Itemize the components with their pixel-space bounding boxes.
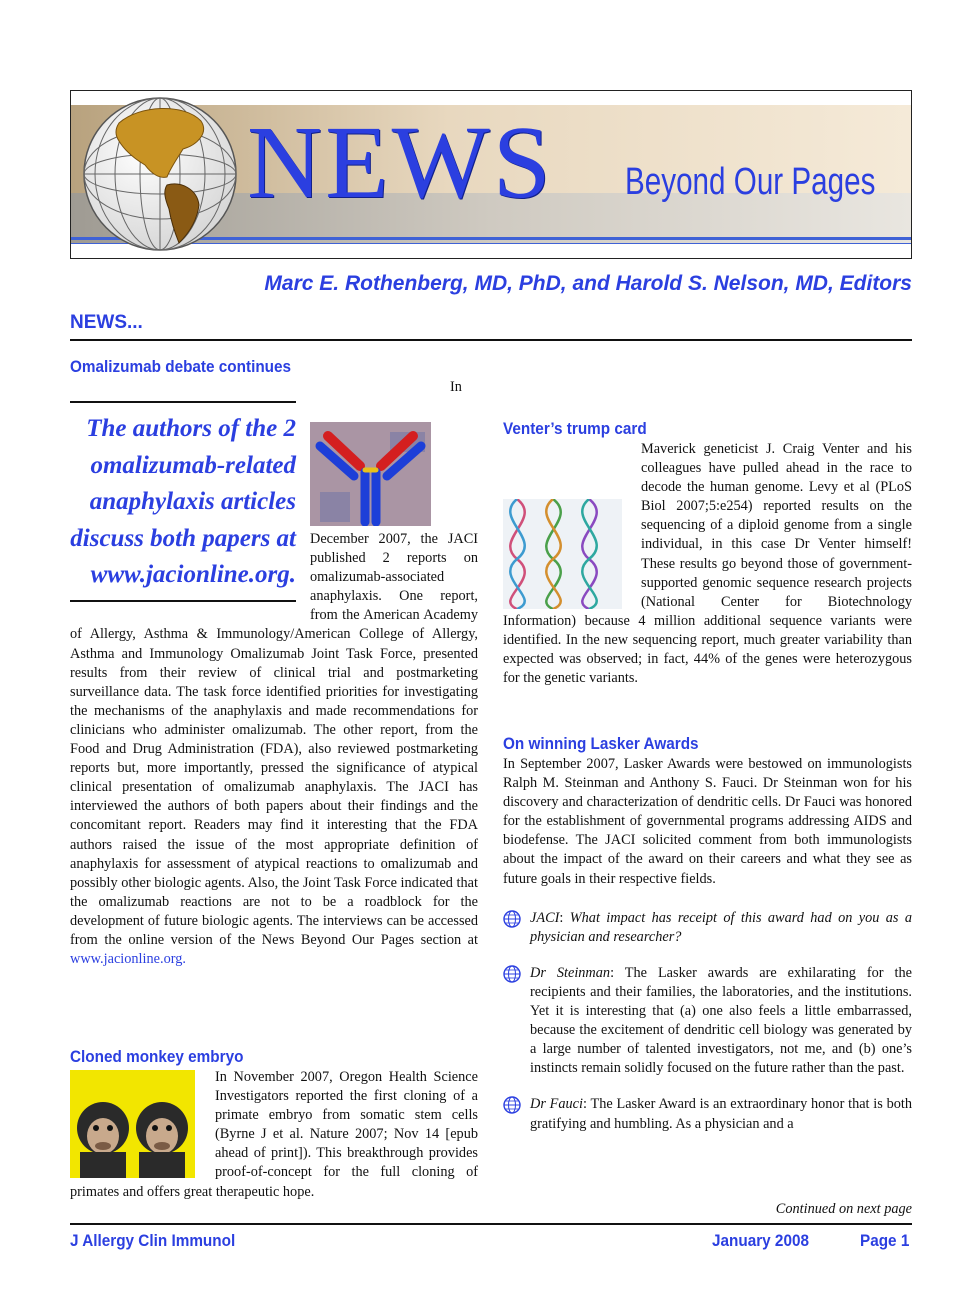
qa-speaker: Dr Fauci xyxy=(530,1096,583,1113)
venter-article xyxy=(503,418,912,708)
qa-answer: The Lasker Award is an extraordinary honor that is both gratifying and humbling. As a physician and a xyxy=(530,1096,912,1132)
editors-line: Marc E. Rothenberg, MD, PhD, and Harold S. Nelson, MD, Editors xyxy=(264,272,912,295)
heading-lasker: On winning Lasker Awards xyxy=(503,734,699,753)
masthead-banner xyxy=(70,90,912,259)
globe-icon xyxy=(79,93,241,255)
left-column xyxy=(70,356,478,1028)
heading-omalizumab: Omalizumab debate continues xyxy=(70,357,292,376)
venter-body: Maverick geneticist J. Craig Venter and his colleagues have pulled ahead in the race to decode the human genome. Levy et al (PLoS Biol 2007;5:e254) reported results on the sequencing of a diploid genome from a single individual, in this case Dr Venter himself! These results go beyond those of government-supported genomic sequence research projects (National Center for Biotechnology Information) because 4 million additional sequence variants were identified. In the new sequencing report, much greater variability than expected was observed; in fact, 44% of the genes were heterozygous for the genetic variants. xyxy=(503,441,912,687)
omalizumab-body: In December 2007, the JACI published 2 reports on omalizumab-associated anaphylaxis. One report, from the American Academy of Allergy, Asthma & Immunology/American College of Allergy, Asthma and Immunology Omalizumab Joint Task Force, presented results from their review of clinical trial and postmarketing surveillance data. The task force identified priorities for investigating the mechanisms of the anaphylaxis and made recommendations for clinicians who administer omalizumab. The other report, from the Food and Drug Administration (FDA), also reviewed postmarketing reports but, more importantly, pressed the significance of atypical clinical presentation of omalizumab anaphylaxis. The JACI has interviewed the authors of both papers about their findings and the concomitant report. Readers may find it interesting that the FDA authors raised the issue of the most appropriate definition of anaphylaxis for assessment of atypical reactions to omalizumab and possibly other biologic agents. Also, the Joint Task Force indicated that the omalizumab reactions are not to be a roadblock for the development of future biologic agents. The interviews can be accessed from the online version of the News Beyond Our Pages section at www.jacionline.org. xyxy=(70,379,478,968)
left-column-bottom xyxy=(70,1046,478,1200)
footer-rule xyxy=(70,1223,912,1225)
globe-bullet-icon xyxy=(503,910,521,928)
globe-bullet-icon xyxy=(503,1096,521,1114)
qa-answer: The Lasker awards are exhilarating for the recipients and their families, the laboratories, and the institutions. Yet it is interesting that (a) one also feels a little embarrassed, because the excitement of dendritic cell biology was generated by a large number of talented investigators, not me, and (b) one’s instincts remain solidly focused on the future rather than the past. xyxy=(530,964,912,1077)
pull-quote: The authors of the 2 omalizumab-related anaphylaxis articles discuss both papers at www.jacionline.org. xyxy=(70,401,296,602)
qa-question: What impact has receipt of this award had on you as a physician and researcher? xyxy=(530,909,913,945)
qa-item: Dr Fauci: The Lasker Award is an extraordinary honor that is both gratifying and humbling. As a physician and a xyxy=(503,1095,912,1133)
qa-item: Dr Steinman: The Lasker awards are exhilarating for the recipients and their families, the laboratories, and the institutions. Yet it is interesting that (a) one also feels a little embarrassed, because the excitement of dendritic cell biology was generated by a large number of talented investigators, not me, and (b) one’s instincts remain solidly focused on the future rather than the past. xyxy=(503,964,912,1079)
jacionline-link[interactable]: www.jacionline.org. xyxy=(70,951,186,968)
qa-speaker: JACI xyxy=(530,909,560,926)
section-label: NEWS... xyxy=(70,312,143,333)
qa-item: JACI: What impact has receipt of this award had on you as a physician and researcher? xyxy=(503,909,912,947)
antibody-image xyxy=(310,422,431,526)
lasker-article xyxy=(503,733,912,1185)
dna-image xyxy=(503,499,622,609)
monkey-image xyxy=(70,1070,195,1178)
footer-journal: J Allergy Clin Immunol xyxy=(70,1231,236,1250)
lasker-body: In September 2007, Lasker Awards were bestowed on immunologists Ralph M. Steinman and Anthony S. Fauci. Dr Steinman won for his discovery and characterization of dendritic cells. Dr Fauci was honored for the establishment of governmental programs addressing AIDS and biodefense. The JACI solicited comment from both immunologists about the impact of the award on their careers and what they see as future goals in their respective fields. xyxy=(503,756,912,887)
footer-date: January 2008 xyxy=(712,1231,809,1250)
section-rule xyxy=(70,339,912,341)
banner-subtitle: Beyond Our Pages xyxy=(625,161,876,203)
heading-cloned-monkey: Cloned monkey embryo xyxy=(70,1047,244,1066)
footer-page: Page 1 xyxy=(860,1231,910,1250)
qa-speaker: Dr Steinman xyxy=(530,964,611,981)
monkey-body: In November 2007, Oregon Health Science Investigators reported the first cloning of a primate embryo from somatic stem cells (Byrne J et al. Nature 2007; Nov 14 [epub ahead of print]). This breakthrough provides proof-of-concept for the full cloning of primates and offers great therapeutic hope. xyxy=(70,1069,478,1200)
banner-title: NEWS xyxy=(247,105,554,220)
continued-note: Continued on next page xyxy=(775,1201,912,1217)
globe-bullet-icon xyxy=(503,965,521,983)
heading-venter: Venter’s trump card xyxy=(503,419,647,438)
